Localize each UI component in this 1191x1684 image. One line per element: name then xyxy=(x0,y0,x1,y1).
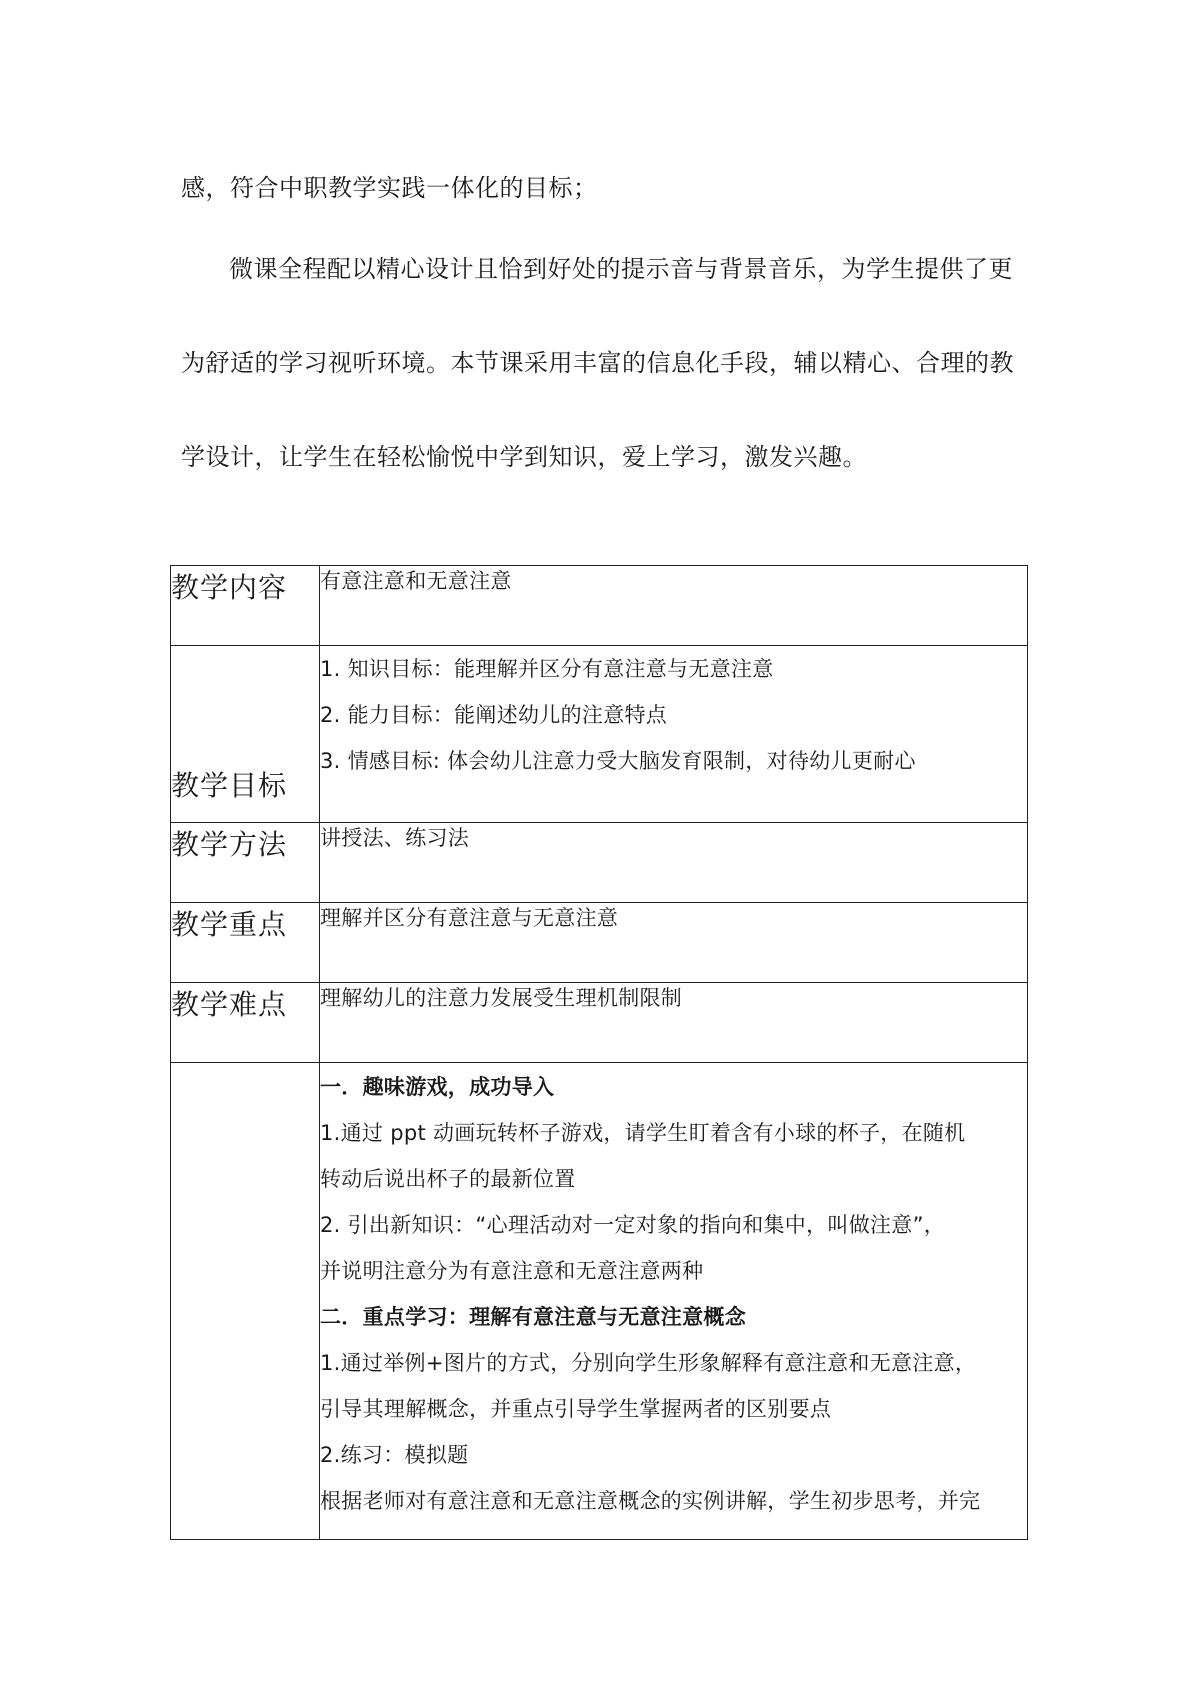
content-line: 2.练习：模拟题 xyxy=(320,1443,469,1467)
content-line: 1.通过举例+图片的方式，分别向学生形象解释有意注意和无意注意， xyxy=(320,1351,977,1375)
lesson-plan-table xyxy=(170,565,1028,1540)
table-row-key-points xyxy=(171,903,1028,983)
row-label: 教学内容 xyxy=(171,566,320,646)
content-line: 1. 知识目标：能理解并区分有意注意与无意注意 xyxy=(320,657,774,681)
row-label: 教学重点 xyxy=(171,903,320,983)
row-content xyxy=(320,646,1028,823)
table-row-process xyxy=(171,1063,1028,1540)
paragraph-continuation: 感，符合中职教学实践一体化的目标； xyxy=(181,174,598,202)
content-line: 2. 引出新知识：“心理活动对一定对象的指向和集中，叫做注意”， xyxy=(320,1213,946,1237)
content-line: 3. 情感目标: 体会幼儿注意力受大脑发育限制，对待幼儿更耐心 xyxy=(320,749,916,773)
table-row-objectives xyxy=(171,646,1028,823)
row-content xyxy=(320,823,1028,903)
row-content xyxy=(320,1063,1028,1540)
table-row-methods xyxy=(171,823,1028,903)
section-heading: 二．重点学习：理解有意注意与无意注意概念 xyxy=(320,1305,746,1329)
content-line: 理解幼儿的注意力发展受生理机制限制 xyxy=(320,986,683,1010)
content-line: 讲授法、练习法 xyxy=(320,826,470,850)
row-label xyxy=(171,1063,320,1540)
content-line: 根据老师对有意注意和无意注意概念的实例讲解，学生初步思考，并完 xyxy=(320,1489,981,1513)
content-line: 引导其理解概念，并重点引导学生掌握两者的区别要点 xyxy=(320,1397,832,1421)
row-content xyxy=(320,983,1028,1063)
row-content xyxy=(320,903,1028,983)
row-content xyxy=(320,566,1028,646)
content-line: 并说明注意分为有意注意和无意注意两种 xyxy=(320,1259,704,1283)
content-line: 2. 能力目标：能阐述幼儿的注意特点 xyxy=(320,703,668,727)
section-heading: 一．趣味游戏，成功导入 xyxy=(320,1075,555,1099)
content-line: 理解并区分有意注意与无意注意 xyxy=(320,906,619,930)
content-line: 转动后说出杯子的最新位置 xyxy=(320,1167,576,1191)
table-row-difficulties xyxy=(171,983,1028,1063)
content-line: 1.通过 ppt 动画玩转杯子游戏，请学生盯着含有小球的杯子，在随机 xyxy=(320,1121,966,1145)
row-label: 教学目标 xyxy=(171,646,320,823)
paragraph-body: 微课全程配以精心设计且恰到好处的提示音与背景音乐，为学生提供了更为舒适的学习视听环境。本节课采用丰富的信息化手段，辅以精心、合理的教学设计，让学生在轻松愉悦中学到知识，爱上学习，激发兴趣。 xyxy=(181,255,1014,471)
row-label: 教学方法 xyxy=(171,823,320,903)
content-line: 有意注意和无意注意 xyxy=(320,569,512,593)
row-label: 教学难点 xyxy=(171,983,320,1063)
table-row-content xyxy=(171,566,1028,646)
